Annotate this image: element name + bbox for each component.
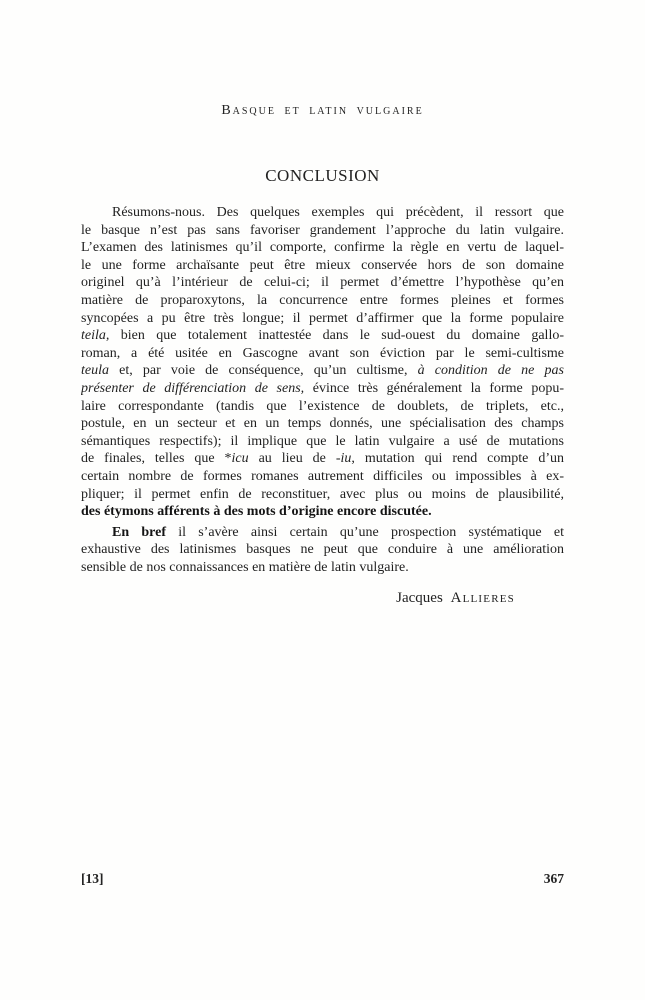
text-segment: exhaustive des latinismes basques ne peut que conduire à une amélioration [81,542,564,558]
text-segment: et, par voie de conséquence, qu’un cultisme, [109,363,418,379]
text-line [81,239,564,257]
text-segment: le une forme archaïsante peut être mieux conservée hors de son domaine [81,257,564,273]
text-segment: syncopées a pu être très longue; il permet d’affirmer que la forme populaire [81,310,564,326]
text-line [81,327,564,345]
text-segment: présenter de différenciation de sens, [81,380,305,396]
running-header: Basque et latin vulgaire [221,103,424,118]
text-line [81,222,564,240]
text-segment: de finales, telles que * [81,451,232,467]
text-line [81,468,564,486]
text-segment: En bref [112,524,166,540]
section-title: CONCLUSION [265,166,380,185]
text-segment: pliquer; il permet enfin de reconstituer, avec plus ou moins de plausibilité, [81,486,564,502]
text-segment: originel qu’à l’intérieur de celui-ci; il permet d’émettre l’hypothèse qu’en [81,275,564,291]
text-line [81,204,564,222]
paragraph [81,524,564,577]
text-line [81,274,564,292]
text-line [81,310,564,328]
page-number: 367 [543,871,564,886]
text-line [81,257,564,275]
text-segment: sémantiques respectifs); il implique que le latin vulgaire a usé de mutations [81,433,564,449]
text-line [81,559,564,577]
text-line [81,292,564,310]
page-footer [81,871,564,887]
text-segment: il s’avère ainsi certain qu’une prospection systématique et [165,524,564,540]
text-line [81,398,564,416]
text-segment: -iu [335,451,352,467]
text-segment: icu [231,451,249,467]
text-line [81,415,564,433]
text-segment: certain nombre de formes romanes autrement difficiles ou impossibles à ex- [81,468,564,484]
text-segment: évince très généralement la forme popu- [304,380,564,396]
body-text [81,204,564,576]
author-family-name: Allieres [450,590,515,606]
text-segment: , mutation qui rend compte d’un [351,451,564,467]
footer-reference: [13] [81,871,104,886]
text-segment: à condition de ne pas [417,363,564,379]
text-line [81,524,564,542]
text-segment: sensible de nos connaissances en matière de latin vulgaire. [81,559,409,575]
text-segment: roman, a été usitée en Gascogne avant son éviction par le semi-cultisme [81,345,564,361]
text-segment: le basque n’est pas sans favoriser grandement l’approche du latin vulgaire. [81,222,564,238]
text-line [81,362,564,380]
text-line [81,433,564,451]
text-line [81,380,564,398]
text-segment: postule, en un secteur et en un temps donnés, une spécialisation des champs [81,416,564,432]
text-segment: teula [81,363,109,379]
text-line [81,486,564,504]
author-given-name: Jacques [396,590,443,606]
text-segment: teila, [81,328,110,344]
text-segment: L’examen des latinismes qu’il comporte, confirme la règle en vertu de laquel- [81,240,564,256]
text-segment: Résumons-nous. Des quelques exemples qui précèdent, il ressort que [112,205,564,220]
author-signature [81,590,564,607]
text-segment: bien que totalement inattestée dans le sud-ouest du domaine gallo- [109,328,564,344]
text-segment: matière de proparoxytons, la concurrence entre formes pleines et formes [81,292,564,308]
text-segment: des étymons afférents à des mots d’origine encore discutée. [81,504,432,520]
text-line [81,450,564,468]
text-segment: laire correspondante (tandis que l’existence de doublets, de triplets, etc., [81,398,564,414]
paragraph [81,204,564,521]
text-line [81,503,564,521]
text-segment: au lieu de [248,451,336,467]
text-line [81,345,564,363]
text-line [81,541,564,559]
